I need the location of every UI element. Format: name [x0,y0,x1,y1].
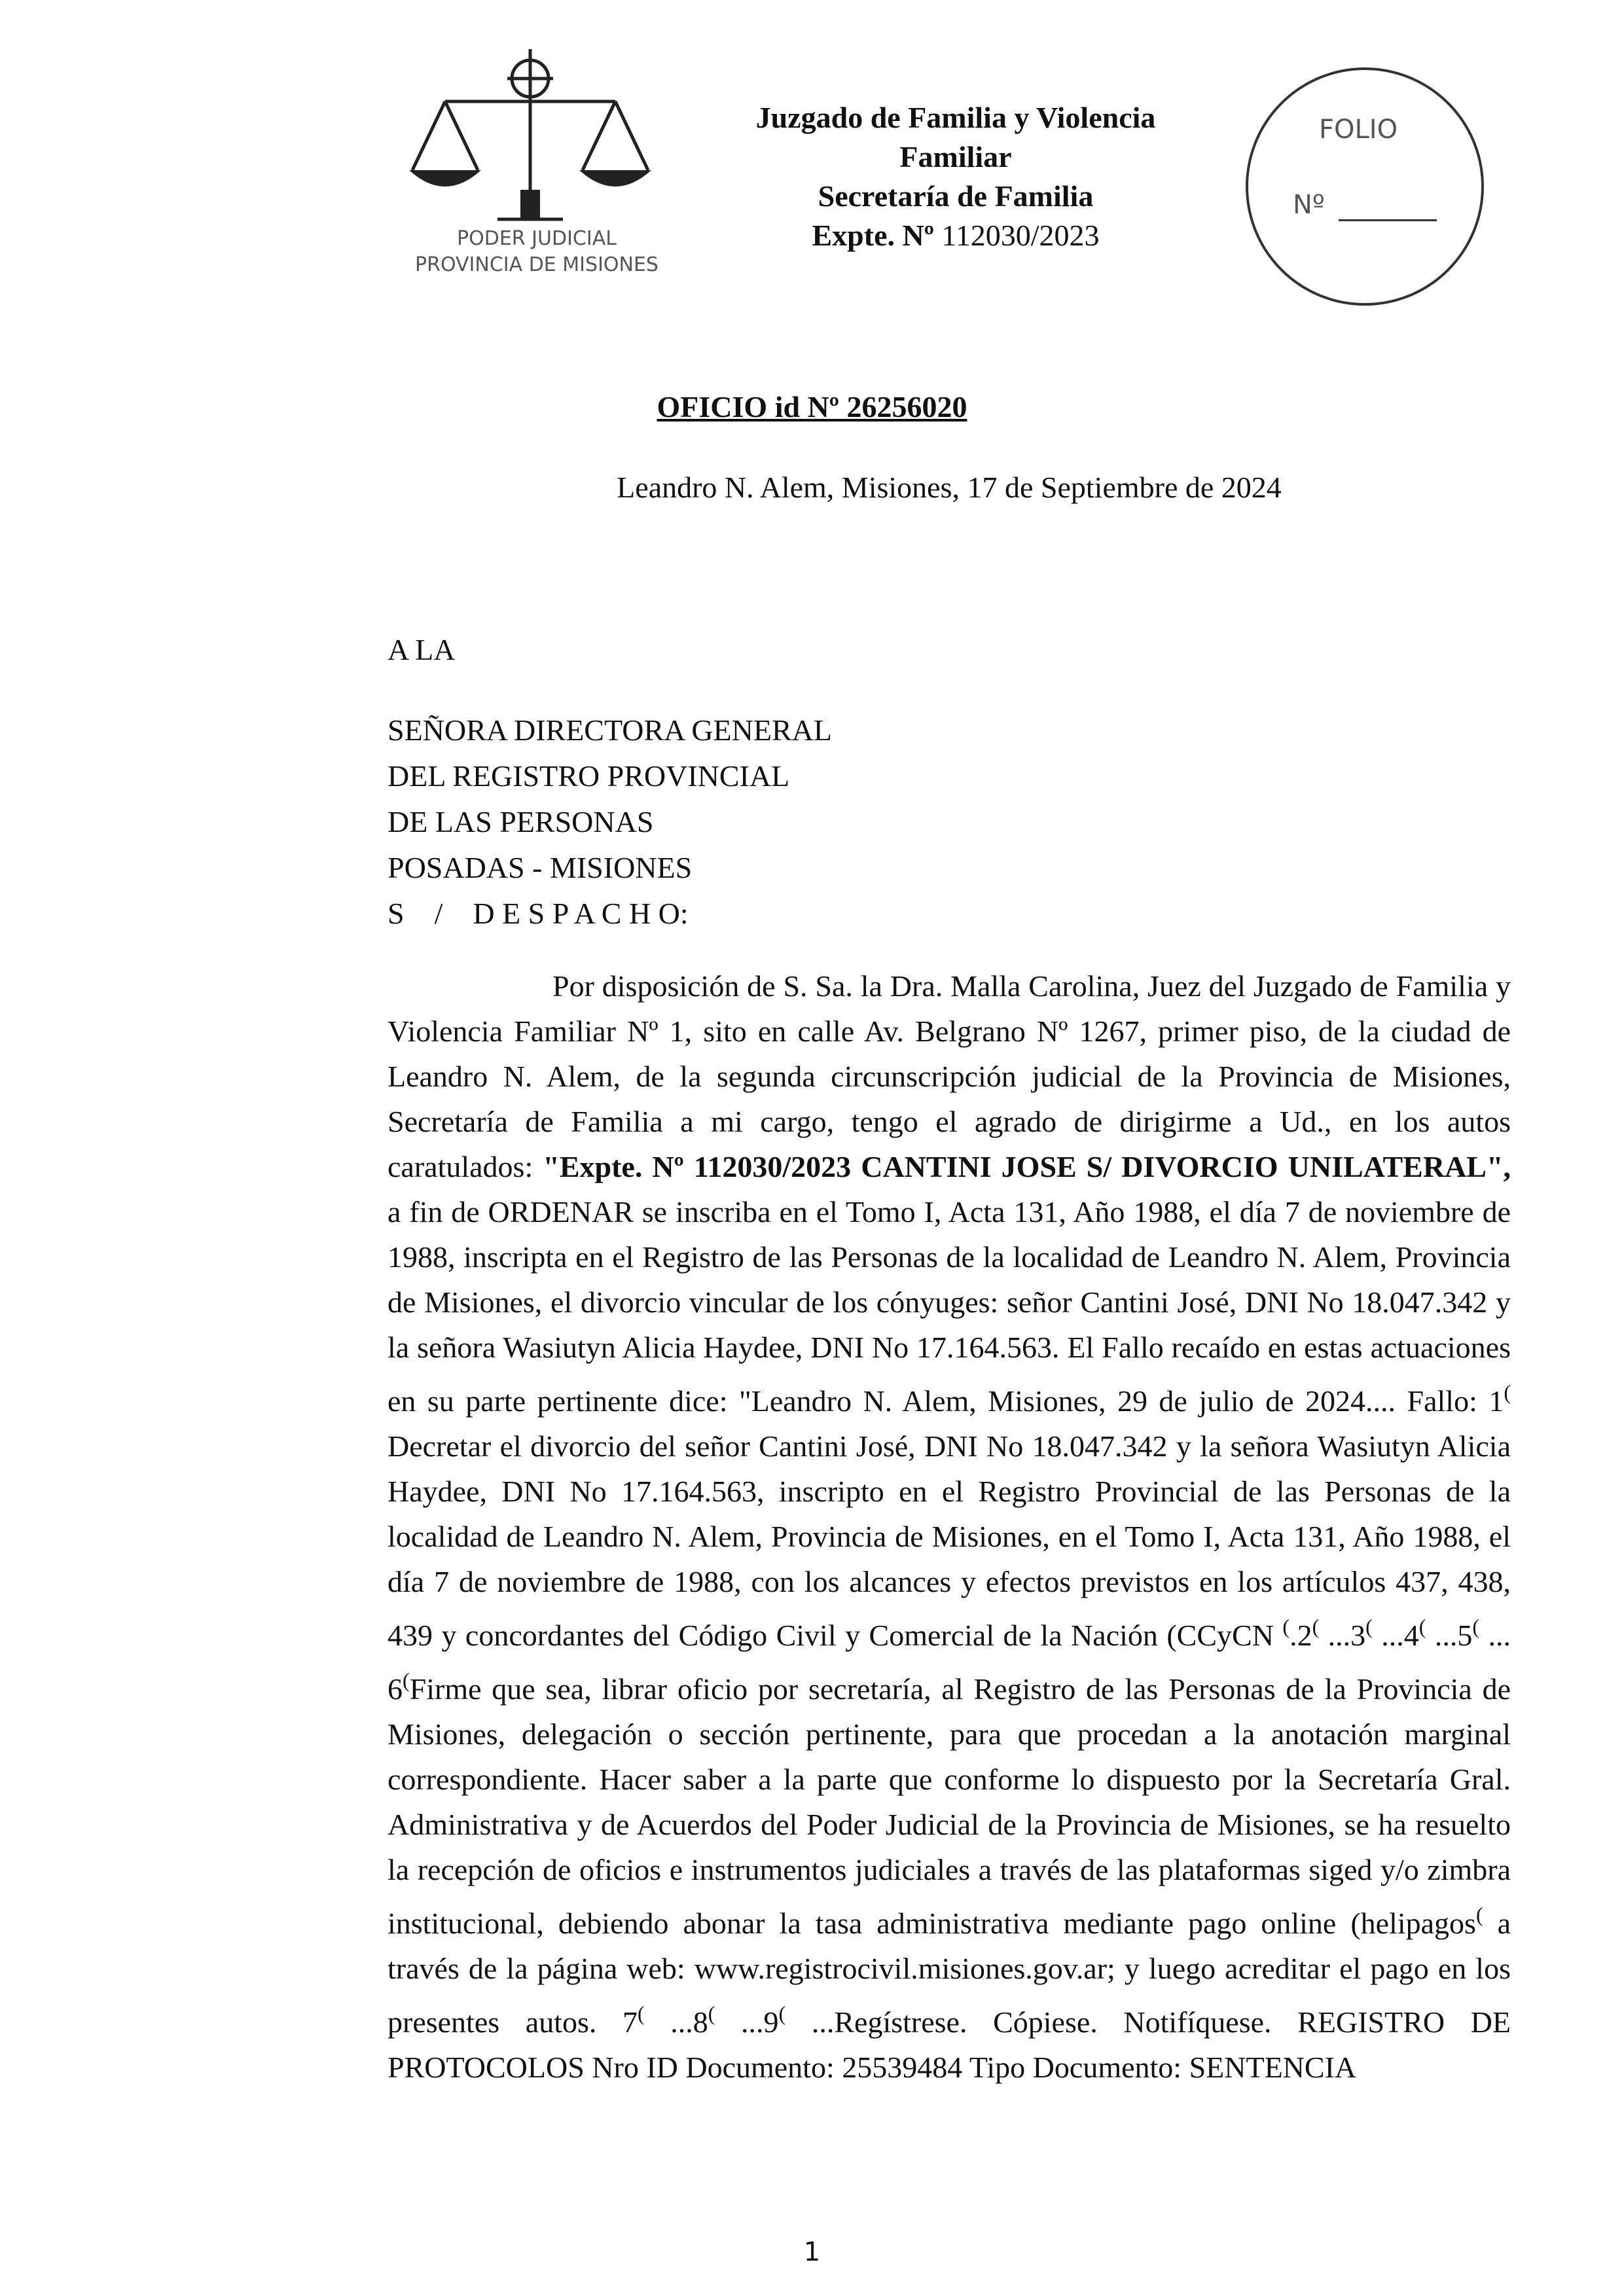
body-text: .2 [1290,1619,1312,1652]
footnote-mark: ( [1475,1903,1483,1926]
recipient-line-3: DEL REGISTRO PROVINCIAL [388,759,790,793]
footnote-mark: ( [638,2001,645,2025]
body-text: ...8 [644,2005,708,2039]
recipient-block [388,627,832,937]
footnote-mark: ( [403,1668,410,1692]
body-text: Firme que sea, librar oficio por secretaría, al Registro de las Personas de la Provincia de Misiones, delegación o sección pertinente, para que procedan a la anotación marginal correspondiente. Hacer saber a la parte que conforme lo dispuesto por la Secretaría Gral. Administrativa y de Acuerdos del Poder Judicial de la Provincia de Misiones, se ha resuelto la recepción de oficios e instrumentos judiciales a través de las plataformas siged y/o zimbra institucional, debiendo abonar la tasa administrativa mediante pago online (helipagos [388,1672,1511,1940]
case-number: 112030/2023 [941,219,1100,252]
recipient-line-4: DE LAS PERSONAS [388,805,654,838]
folio-number-blank [1339,219,1437,221]
footnote-mark: ( [1312,1615,1320,1638]
court-name-line-2: Familiar [899,140,1012,173]
footnote-mark: ( [708,2001,715,2025]
body-text: ... 6 [388,1619,1511,1706]
body-text: ...4 [1372,1619,1419,1652]
case-number-label: Expte. Nº [812,219,934,252]
case-caption: "Expte. Nº 112030/2023 CANTINI JOSE S/ DIVORCIO UNILATERAL", [543,1150,1511,1183]
logo-line-2: PROVINCIA DE MISIONES [415,253,659,276]
footnote-mark: ( [1282,1615,1290,1638]
footnote-mark: ( [1472,1615,1480,1638]
court-name-line-1: Juzgado de Familia y Violencia [755,101,1156,134]
body-text: ...3 [1319,1619,1366,1652]
body-text: ...Regístrese. Cópiese. Notifíquese. REGISTRO DE PROTOCOLOS Nro ID Documento: 25539484 Tipo Documento: SENTENCIA [388,2005,1511,2084]
oficio-body [388,963,1511,2090]
oficio-title: OFICIO id Nº 26256020 [657,390,967,423]
recipient-line-6: S / D E S P A C H O: [388,897,689,930]
footnote-mark: ( [1365,1615,1373,1638]
logo-line-1: PODER JUDICIAL [457,227,617,250]
body-text: a través de la página web: www.registrocivil.misiones.gov.ar; y luego acreditar el pago en los presentes autos. 7 [388,1907,1511,2039]
recipient-spacer [388,673,832,708]
place-and-date: Leandro N. Alem, Misiones, 17 de Septiembre de 2024 [617,471,1282,504]
body-text: Decretar el divorcio del señor Cantini José, DNI No 18.047.342 y la señora Wasiutyn Alicia Haydee, DNI No 17.164.563, inscripto en el Registro Provincial de las Personas de la localidad de Leandro N. Alem, Provincia de Misiones, en el Tomo I, Acta 131, Año 1988, el día 7 de noviembre de 1988, con los alcances y efectos previstos en los artículos 437, 438, 439 y concordantes del Código Civil y Comercial de la Nación (CCyCN [388,1429,1511,1652]
folio-stamp [1240,62,1489,311]
footnote-mark: ( [1418,1615,1426,1638]
body-text: ...5 [1426,1619,1473,1652]
body-text: ...9 [715,2005,779,2039]
footnote-mark: ( [1504,1380,1511,1404]
body-text: a fin de ORDENAR se inscriba en el Tomo I, Acta 131, Año 1988, el día 7 de noviembre de 1988, inscripta en el Registro de las Personas de la localidad de Leandro N. Alem, Provincia de Misiones, el divorcio vincular de los cónyuges: señor Cantini José, DNI No 18.047.342 y la señora Wasiutyn Alicia Haydee, DNI No 17.164.563. El Fallo recaído en estas actuaciones en su parte pertinente dice: "Leandro N. Alem, Misiones, 29 de julio de 2024.... Fallo: 1 [388,1195,1511,1418]
case-number-line [655,216,1257,255]
logo-caption [399,226,674,278]
secretariat-name: Secretaría de Familia [818,179,1094,213]
folio-label: FOLIO [1319,115,1398,145]
recipient-line-2: SEÑORA DIRECTORA GENERAL [388,713,832,747]
folio-number-label: Nº [1293,190,1325,220]
footnote-mark: ( [778,2001,786,2025]
recipient-line-5: POSADAS - MISIONES [388,851,693,884]
recipient-line-1: A LA [388,633,456,666]
court-header [655,98,1257,255]
page-number: 1 [803,2237,821,2267]
body-text: Por disposición de S. Sa. la Dra. Malla Carolina, Juez del Juzgado de Familia y Violencia Familiar Nº 1, sito en calle Av. Belgrano Nº 1267, primer piso, de la ciudad de Leandro N. Alem, de la segunda circunscripción judicial de la Provincia de Misiones, Secretaría de Familia a mi cargo, tengo el agrado de dirigirme a Ud., en los autos caratulados: [388,969,1511,1183]
